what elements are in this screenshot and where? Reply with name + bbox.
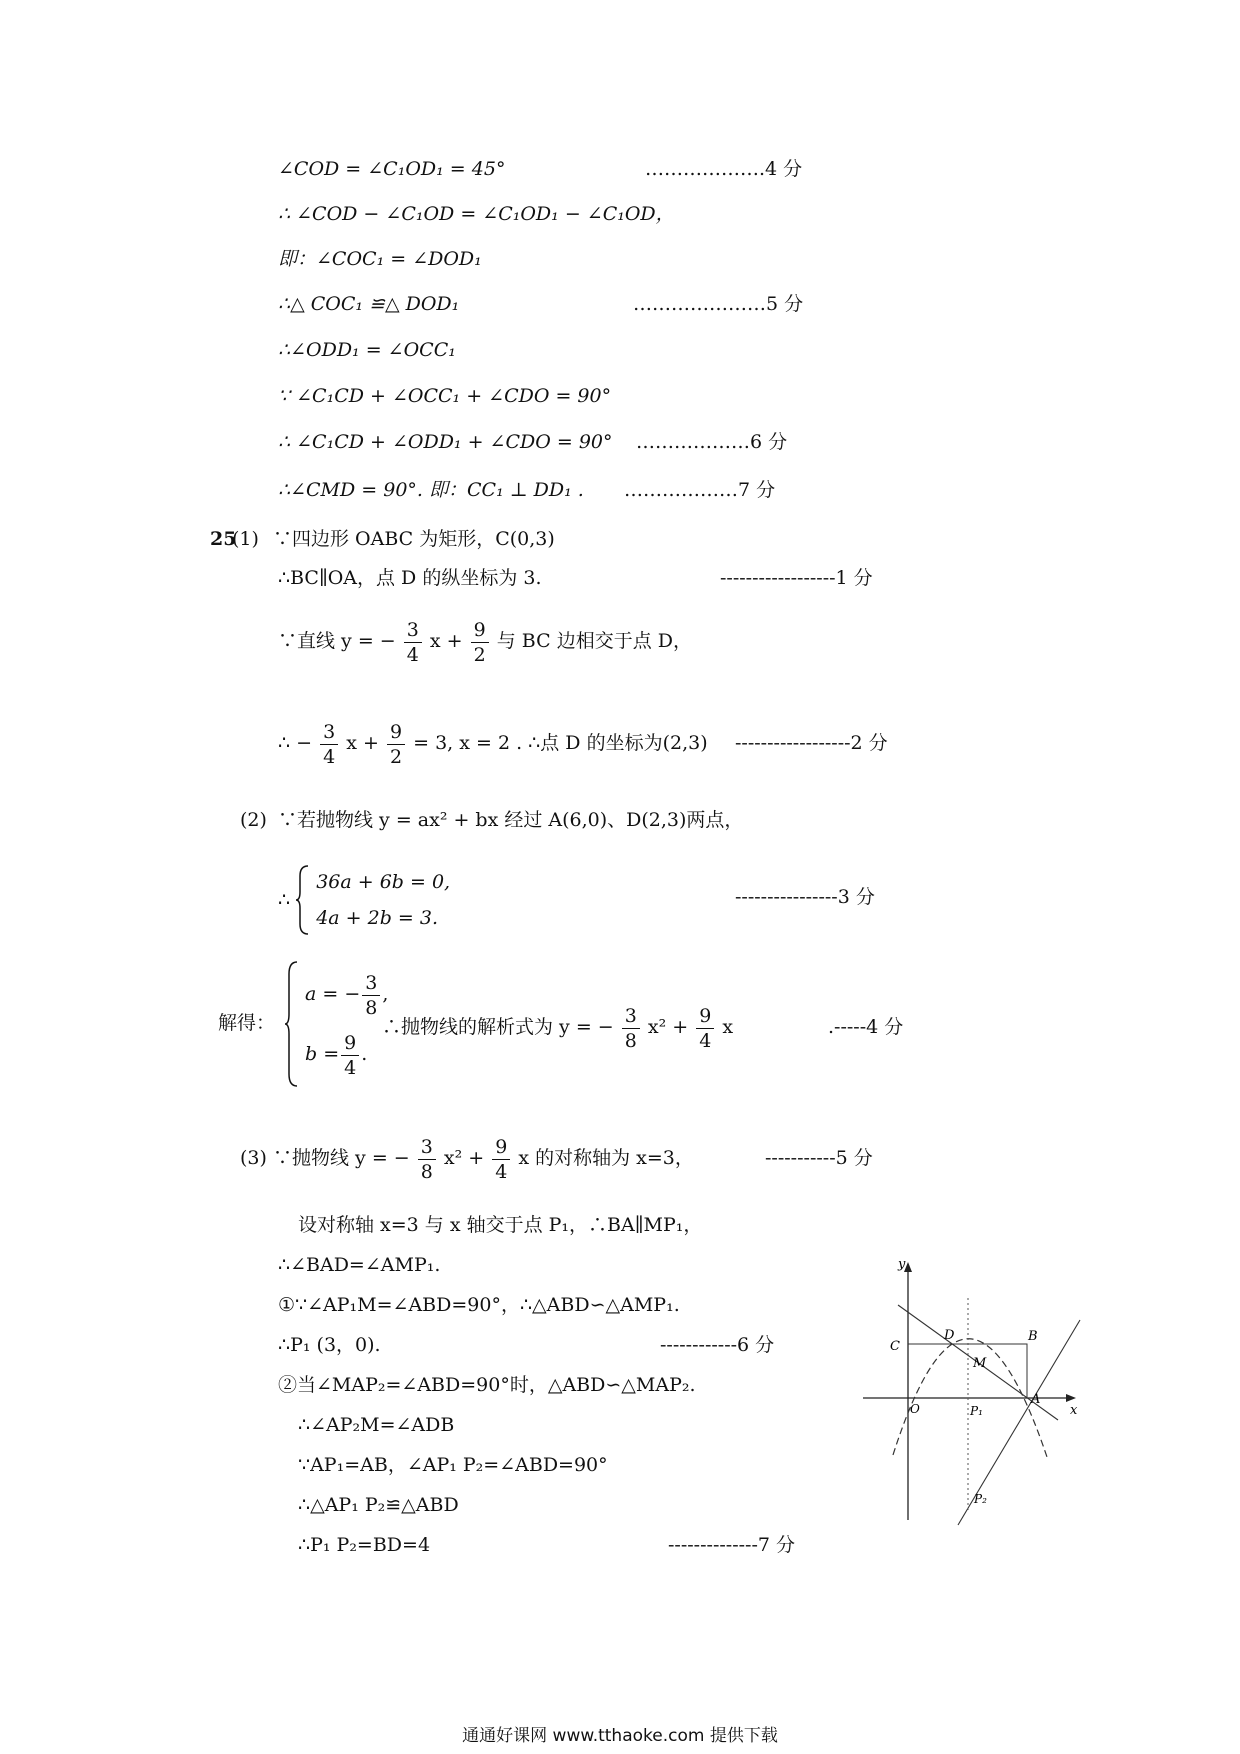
question-number: 25 [210,528,237,550]
brace-icon [285,960,299,1088]
part-3-line-10: ∴P₁ P₂=BD=4 [298,1534,431,1556]
part-2-label: (2) [240,809,267,831]
part-3-score-5: -----------5 分 [765,1147,873,1169]
label-c: C [890,1339,900,1354]
score-line-7: ………………6 分 [636,431,788,453]
part-3-line-6: ②当∠MAP₂=∠ABD=90°时，△ABD∽△MAP₂. [278,1374,696,1396]
proof-line-2: ∴ ∠COD − ∠C₁OD = ∠C₁OD₁ − ∠C₁OD， [278,203,675,225]
part-2-system: ∴ 36a + 6b = 0, 4a + 2b = 3. [278,864,450,936]
label-p2: P₂ [974,1492,987,1506]
label-y: y [898,1260,906,1272]
proof-line-4: ∴△ COC₁ ≌△ DOD₁ [278,293,460,315]
part-1-line-4: ∴ − $\frac{3}{4}$ x + $\frac{9}{2}$ = 3, x = 2 . ∴点 D 的坐标为(2,3) [278,720,708,768]
part-3-line-8: ∵AP₁=AB，∠AP₁ P₂=∠ABD=90° [298,1454,608,1476]
proof-line-3: 即：∠COC₁ = ∠DOD₁ [278,248,482,270]
score-line-1: ……………….4 分 [645,158,803,180]
part-1-score-1: ------------------1 分 [720,567,873,589]
part-3-line-5: ∴P₁ (3，0). [278,1334,381,1356]
score-line-8: ………………7 分 [624,479,776,501]
part-1-label: (1) [232,528,259,550]
label-b: B [1028,1329,1038,1344]
part-2-line-1: ∵若抛物线 y = ax² + bx 经过 A(6,0)、D(2,3)两点， [278,809,744,831]
label-m: M [973,1356,987,1371]
footer: 通通好课网 www.tthaoke.com 提供下载 [462,1726,778,1746]
part-3-score-6: ------------6 分 [660,1334,775,1356]
label-d: D [944,1328,955,1343]
fraction-3-over-4: $\frac{3}{4}$ [404,618,422,667]
part-3-label: (3) [240,1147,267,1169]
label-a: A [1031,1392,1041,1407]
part-2-score-3: ----------------3 分 [735,886,875,908]
part-3-line-1: ∵抛物线 y = − $\frac{3}{8}$ x² + $\frac{9}{4}$ x 的对称轴为 x=3， [273,1135,694,1183]
label-p1: P₁ [970,1404,983,1418]
part-1-line-1: ∵四边形 OABC 为矩形，C(0,3) [273,528,555,550]
part-3-line-7: ∴∠AP₂M=∠ADB [298,1414,455,1436]
parabola-figure [858,1260,1088,1530]
brace-icon [296,864,310,936]
part-1-line-3: ∵直线 y = − $\frac{3}{4}$ x + $\frac{9}{2}$ 与 BC 边相交于点 D， [278,618,692,666]
part-2-score-4: .-----4 分 [828,1016,904,1038]
part-1-line-2: ∴BC∥OA，点 D 的纵坐标为 3. [278,567,542,589]
part-1-score-2: ------------------2 分 [735,732,888,754]
part-3-line-3: ∴∠BAD=∠AMP₁. [278,1254,441,1276]
score-line-4: …………………5 分 [633,293,804,315]
x-axis-arrow-icon [1066,1394,1076,1402]
part-3-score-7: --------------7 分 [668,1534,796,1556]
part-3-line-2: 设对称轴 x=3 与 x 轴交于点 P₁，∴BA∥MP₁， [298,1214,703,1236]
proof-line-6: ∵ ∠C₁CD + ∠OCC₁ + ∠CDO = 90° [278,385,612,407]
fraction-9-over-2: $\frac{9}{2}$ [471,618,489,667]
proof-line-8: ∴∠CMD = 90°. 即：CC₁ ⊥ DD₁ . [278,479,584,501]
part-2-solution-label: 解得： [218,1012,276,1034]
label-o: O [910,1402,920,1416]
proof-line-7: ∴ ∠C₁CD + ∠ODD₁ + ∠CDO = 90° [278,431,613,453]
part-3-line-9: ∴△AP₁ P₂≌△ABD [298,1494,459,1516]
part-3-line-4: ①∵∠AP₁M=∠ABD=90°，∴△ABD∽△AMP₁. [278,1294,680,1316]
label-x: x [1070,1403,1078,1418]
proof-line-1: ∠COD = ∠C₁OD₁ = 45° [278,158,506,180]
proof-line-5: ∴∠ODD₁ = ∠OCC₁ [278,339,456,361]
part-2-solution: a = − $\frac{3}{8}$ , b = $\frac{9}{4}$ . [285,960,388,1088]
part-2-analytic-expression: ∴抛物线的解析式为 y = − $\frac{3}{8}$ x² + $\frac{9}{4}$ x [382,1004,734,1052]
